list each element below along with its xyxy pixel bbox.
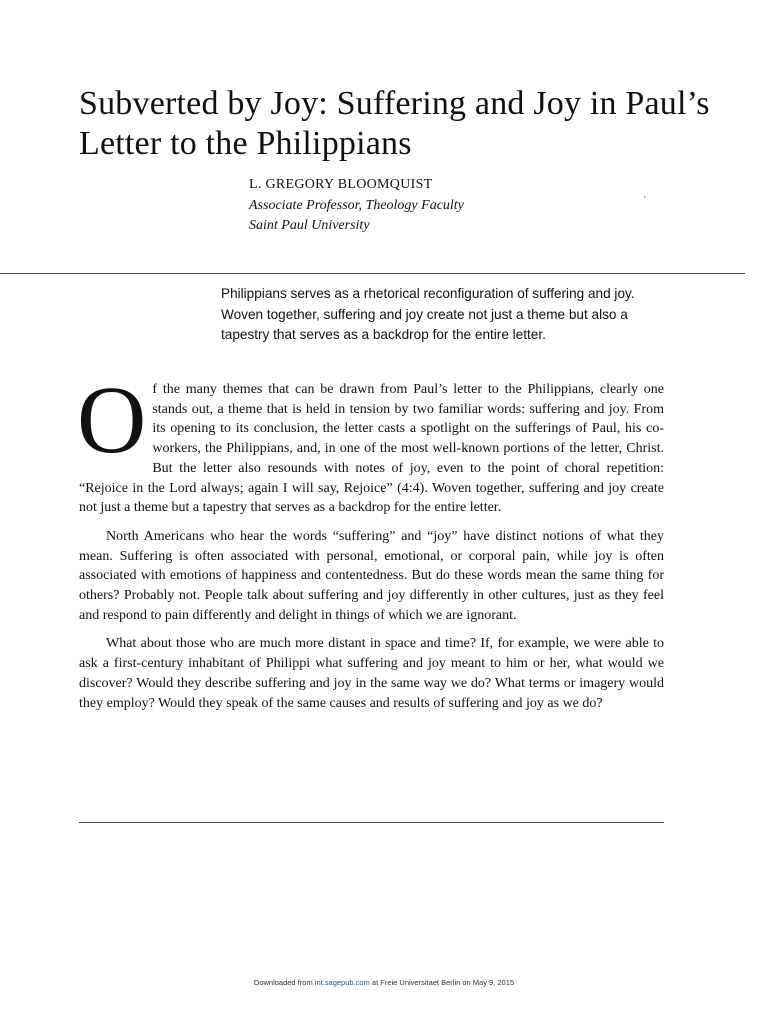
footer-prefix: Downloaded from xyxy=(253,978,315,987)
drop-cap: O xyxy=(77,366,147,473)
article-title: Subverted by Joy: Suffering and Joy in Paul’s Letter to the Philippians xyxy=(79,85,710,162)
footer-link[interactable]: int.sagepub.com xyxy=(314,978,370,987)
article-body xyxy=(77,366,664,713)
top-divider xyxy=(0,273,745,274)
paragraph-2: North Americans who hear the words “suffering” and “joy” have distinct notions of what they mean. Suffering is often associated with personal, emotional, or corporal pain, while joy is often associated with emotions of happiness and contentedness. But do these words mean the same thing for others? Probably not. People talk about suffering and joy differently in other cultures, just as they feel and respond to pain differently and delight in things of which we are ignorant. xyxy=(79,528,664,623)
paragraph-1 xyxy=(77,366,664,518)
footer-suffix: at Freie Universitaet Berlin on May 9, 2015 xyxy=(369,978,515,987)
download-footer xyxy=(0,978,768,987)
author-affiliation: Saint Paul University xyxy=(249,218,370,233)
paragraph-1-text: f the many themes that can be drawn from Paul’s letter to the Philippians, clearly one stands out, a theme that is held in tension by two familiar words: suffering and joy. From its opening to its conclusion, the letter casts a spotlight on the sufferings of Paul, his co-workers, the Philippians, and, in one of the most well-known portions of the letter, Christ. But the letter also resounds with notes of joy, even to the point of choral repetition: “Rejoice in the Lord always; again I will say, Rejoice” (4:4). Woven together, suffering and joy create not just a theme but a tapestry that serves as a backdrop for the entire letter. xyxy=(79,382,664,516)
bottom-divider xyxy=(79,822,664,823)
stray-mark: ` xyxy=(643,196,647,207)
abstract: Philippians serves as a rhetorical reconfiguration of suffering and joy. Woven together, suffering and joy create not just a theme but also a tapestry that serves as a backdrop for the entire letter. xyxy=(221,286,635,342)
paragraph-3: What about those who are much more distant in space and time? If, for example, we were able to ask a first-century inhabitant of Philippi what suffering and joy meant to him or her, what would we discover? Would they describe suffering and joy in the same way we do? What terms or imagery would they employ? Would they speak of the same causes and results of suffering and joy as we do? xyxy=(79,636,664,711)
author-position: Associate Professor, Theology Faculty xyxy=(249,197,464,213)
author-name: L. GREGORY BLOOMQUIST xyxy=(249,177,433,192)
author-block xyxy=(249,175,464,237)
